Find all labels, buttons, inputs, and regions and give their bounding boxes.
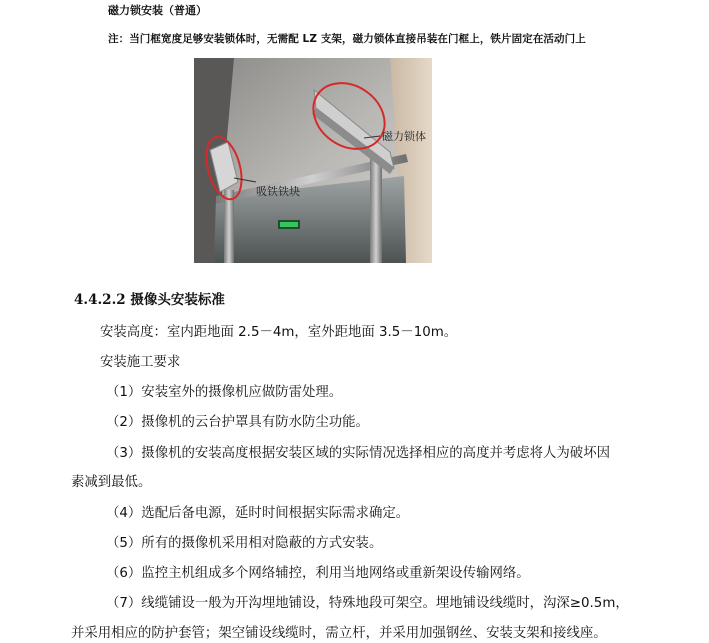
lock-body-label: 磁力锁体	[382, 130, 426, 143]
list-item: （5）所有的摄像机采用相对隐蔽的方式安装。	[106, 536, 383, 551]
figure-caption: 磁力锁安装（普通）	[108, 4, 207, 17]
maglock-photo	[194, 58, 432, 263]
list-item: （2）摄像机的云台护罩具有防水防尘功能。	[106, 415, 369, 430]
list-item: （4）选配后备电源，延时时间根据实际需求确定。	[106, 506, 410, 521]
section-heading: 4.4.2.2 摄像头安装标准	[74, 292, 225, 308]
figure-note: 注：当门框宽度足够安装锁体时，无需配 LZ 支架，磁力锁体直接吊装在门框上，铁片固定在活动门上	[108, 33, 586, 45]
list-item: （6）监控主机组成多个网络辅控，利用当地网络或重新架设传输网络。	[106, 566, 530, 581]
list-item: （1）安装室外的摄像机应做防雷处理。	[106, 385, 343, 400]
paragraph-line: 安装施工要求	[100, 355, 181, 370]
paragraph-line: 安装高度：室内距地面 2.5－4m，室外距地面 3.5－10m。	[100, 325, 458, 340]
list-item-continuation: 并采用相应的防护套管；架空铺设线缆时，需立杆，并采用加强钢丝、安装支架和接线座。	[71, 626, 607, 641]
list-item: （3）摄像机的安装高度根据安装区域的实际情况选择相应的高度并考虑将人为破坏因	[106, 446, 610, 461]
list-item-continuation: 素减到最低。	[71, 475, 152, 490]
list-item: （7）线缆铺设一般为开沟埋地铺设，特殊地段可架空。埋地铺设线缆时，沟深≥0.5m，	[106, 596, 629, 611]
iron-block-label: 吸铁铁块	[256, 185, 300, 198]
